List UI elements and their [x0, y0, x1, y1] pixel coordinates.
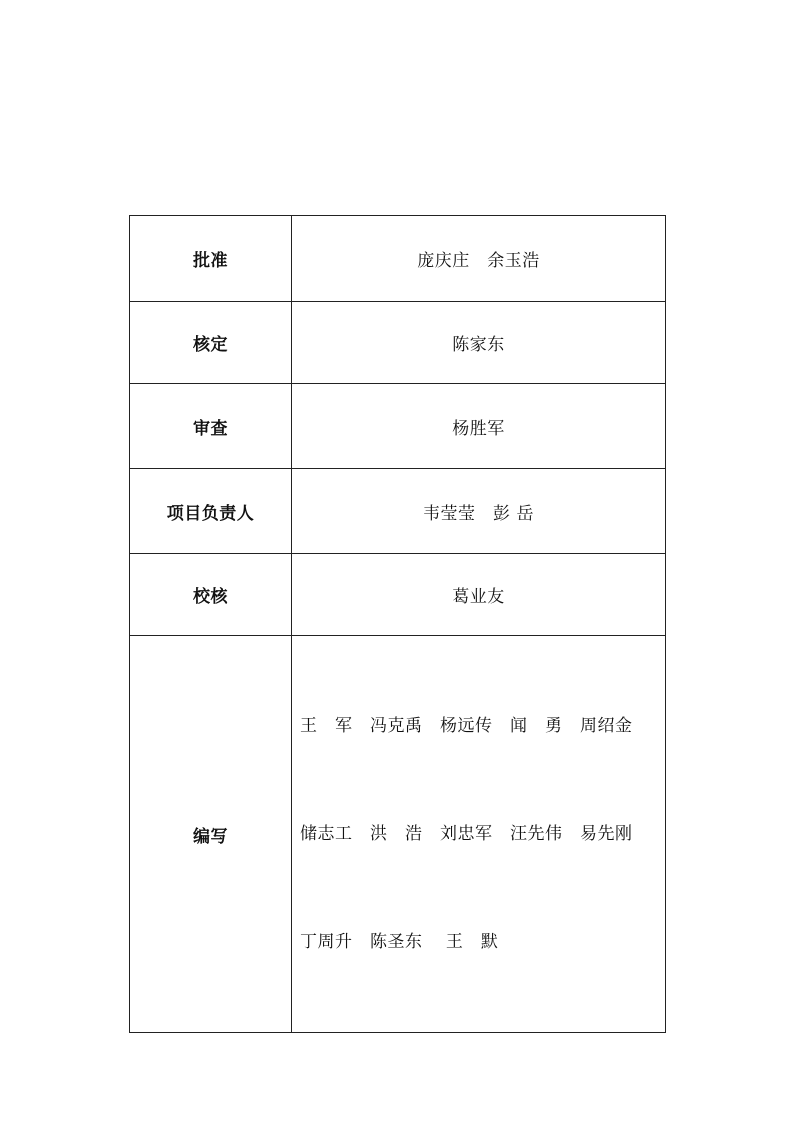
names-verify: 陈家东 [292, 302, 666, 384]
role-label-review: 审查 [130, 384, 292, 469]
table-row-project-lead [130, 469, 666, 554]
table-row-review [130, 384, 666, 469]
names-proofread: 葛业友 [292, 554, 666, 636]
approval-signature-table [129, 215, 666, 1033]
authors-line-2: 储志工 洪 浩 刘忠军 汪先伟 易先刚 [300, 824, 633, 844]
names-project-lead: 韦莹莹 彭 岳 [292, 469, 666, 554]
role-label-authors: 编写 [130, 636, 292, 1033]
names-review: 杨胜军 [292, 384, 666, 469]
table-row-proofread [130, 554, 666, 636]
role-label-proofread: 校核 [130, 554, 292, 636]
table-row-verify [130, 302, 666, 384]
role-label-project-lead: 项目负责人 [130, 469, 292, 554]
table-row-approve [130, 216, 666, 302]
role-label-verify: 核定 [130, 302, 292, 384]
table-row-authors [130, 636, 666, 1033]
names-approve: 庞庆庄 余玉浩 [292, 216, 666, 302]
names-authors [292, 636, 666, 1033]
authors-line-3: 丁周升 陈圣东 王 默 [300, 932, 499, 952]
role-label-approve: 批准 [130, 216, 292, 302]
authors-line-1: 王 军 冯克禹 杨远传 闻 勇 周绍金 [300, 716, 633, 736]
